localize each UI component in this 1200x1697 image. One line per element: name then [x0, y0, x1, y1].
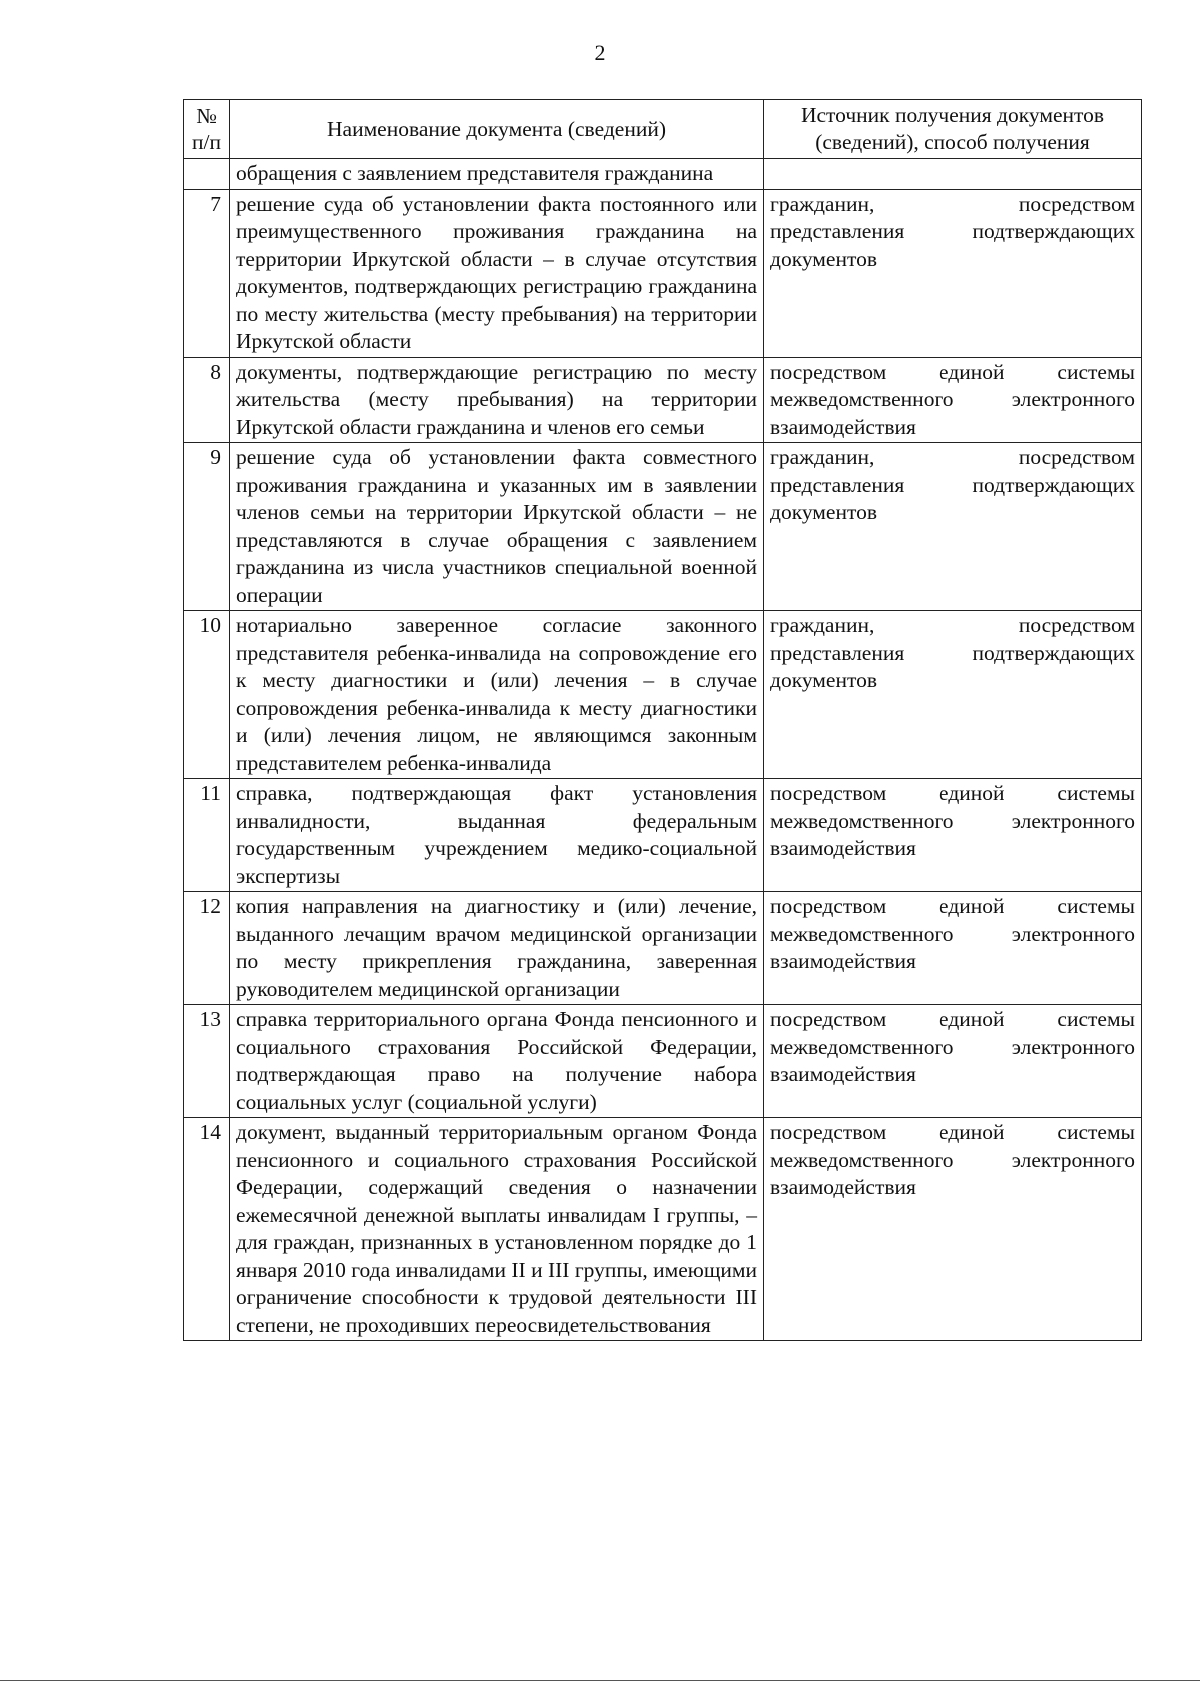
row-source: посредством единой системы межведомственного электронного взаимодействия — [764, 892, 1142, 1005]
row-number: 13 — [184, 1005, 230, 1118]
table-row — [184, 611, 1142, 779]
row-number: 11 — [184, 779, 230, 892]
table-row — [184, 779, 1142, 892]
row-document-name: нотариально заверенное согласие законного представителя ребенка-инвалида на сопровождение его к месту диагностики и (или) лечения – в случае сопровождения ребенка-инвалида к месту диагностики и (или) лечения лицом, не являющимся законным представителем ребенка-инвалида — [230, 611, 764, 779]
row-source: гражданин, посредством представления подтверждающих документов — [764, 443, 1142, 611]
row-source: посредством единой системы межведомственного электронного взаимодействия — [764, 779, 1142, 892]
row-number: 10 — [184, 611, 230, 779]
table-row — [184, 892, 1142, 1005]
row-document-name: решение суда об установлении факта совместного проживания гражданина и указанных им в заявлении членов семьи на территории Иркутской области – не представляются в случае обращения с заявлением гражданина из числа участников специальной военной операции — [230, 443, 764, 611]
row-document-name: решение суда об установлении факта постоянного или преимущественного проживания гражданина на территории Иркутской области – в случае отсутствия документов, подтверждающих регистрацию гражданина по месту жительства (месту пребывания) на территории Иркутской области — [230, 189, 764, 357]
table-row — [184, 1005, 1142, 1118]
table-row — [184, 159, 1142, 190]
row-number — [184, 159, 230, 190]
row-source — [764, 159, 1142, 190]
header-source: Источник получения документов (сведений), способ получения — [764, 100, 1142, 159]
row-document-name: справка, подтверждающая факт установления инвалидности, выданная федеральным государственным учреждением медико-социальной экспертизы — [230, 779, 764, 892]
documents-table — [183, 99, 1142, 1341]
row-number: 7 — [184, 189, 230, 357]
row-document-name: обращения с заявлением представителя гражданина — [230, 159, 764, 190]
row-document-name: копия направления на диагностику и (или) лечение, выданного лечащим врачом медицинской организации по месту прикрепления гражданина, заверенная руководителем медицинской организации — [230, 892, 764, 1005]
row-source: гражданин, посредством представления подтверждающих документов — [764, 189, 1142, 357]
table-row — [184, 357, 1142, 443]
header-name: Наименование документа (сведений) — [230, 100, 764, 159]
table-row — [184, 189, 1142, 357]
row-number: 9 — [184, 443, 230, 611]
table-row — [184, 1118, 1142, 1341]
row-source: посредством единой системы межведомственного электронного взаимодействия — [764, 357, 1142, 443]
row-document-name: документ, выданный территориальным органом Фонда пенсионного и социального страхования Российской Федерации, содержащий сведения о назначении ежемесячной денежной выплаты инвалидам I группы, – для граждан, признанных в установленном порядке до 1 января 2010 года инвалидами II и III группы, имеющими ограничение способности к трудовой деятельности III степени, не проходивших переосвидетельствования — [230, 1118, 764, 1341]
row-number: 8 — [184, 357, 230, 443]
table-row — [184, 443, 1142, 611]
row-source: посредством единой системы межведомственного электронного взаимодействия — [764, 1118, 1142, 1341]
table-header-row — [184, 100, 1142, 159]
header-number: № п/п — [184, 100, 230, 159]
row-number: 12 — [184, 892, 230, 1005]
row-number: 14 — [184, 1118, 230, 1341]
row-source: посредством единой системы межведомственного электронного взаимодействия — [764, 1005, 1142, 1118]
page-bottom-rule — [0, 1680, 1200, 1681]
page-number: 2 — [594, 40, 606, 65]
row-document-name: документы, подтверждающие регистрацию по месту жительства (месту пребывания) на территории Иркутской области гражданина и членов его семьи — [230, 357, 764, 443]
row-document-name: справка территориального органа Фонда пенсионного и социального страхования Российской Федерации, подтверждающая право на получение набора социальных услуг (социальной услуги) — [230, 1005, 764, 1118]
row-source: гражданин, посредством представления подтверждающих документов — [764, 611, 1142, 779]
